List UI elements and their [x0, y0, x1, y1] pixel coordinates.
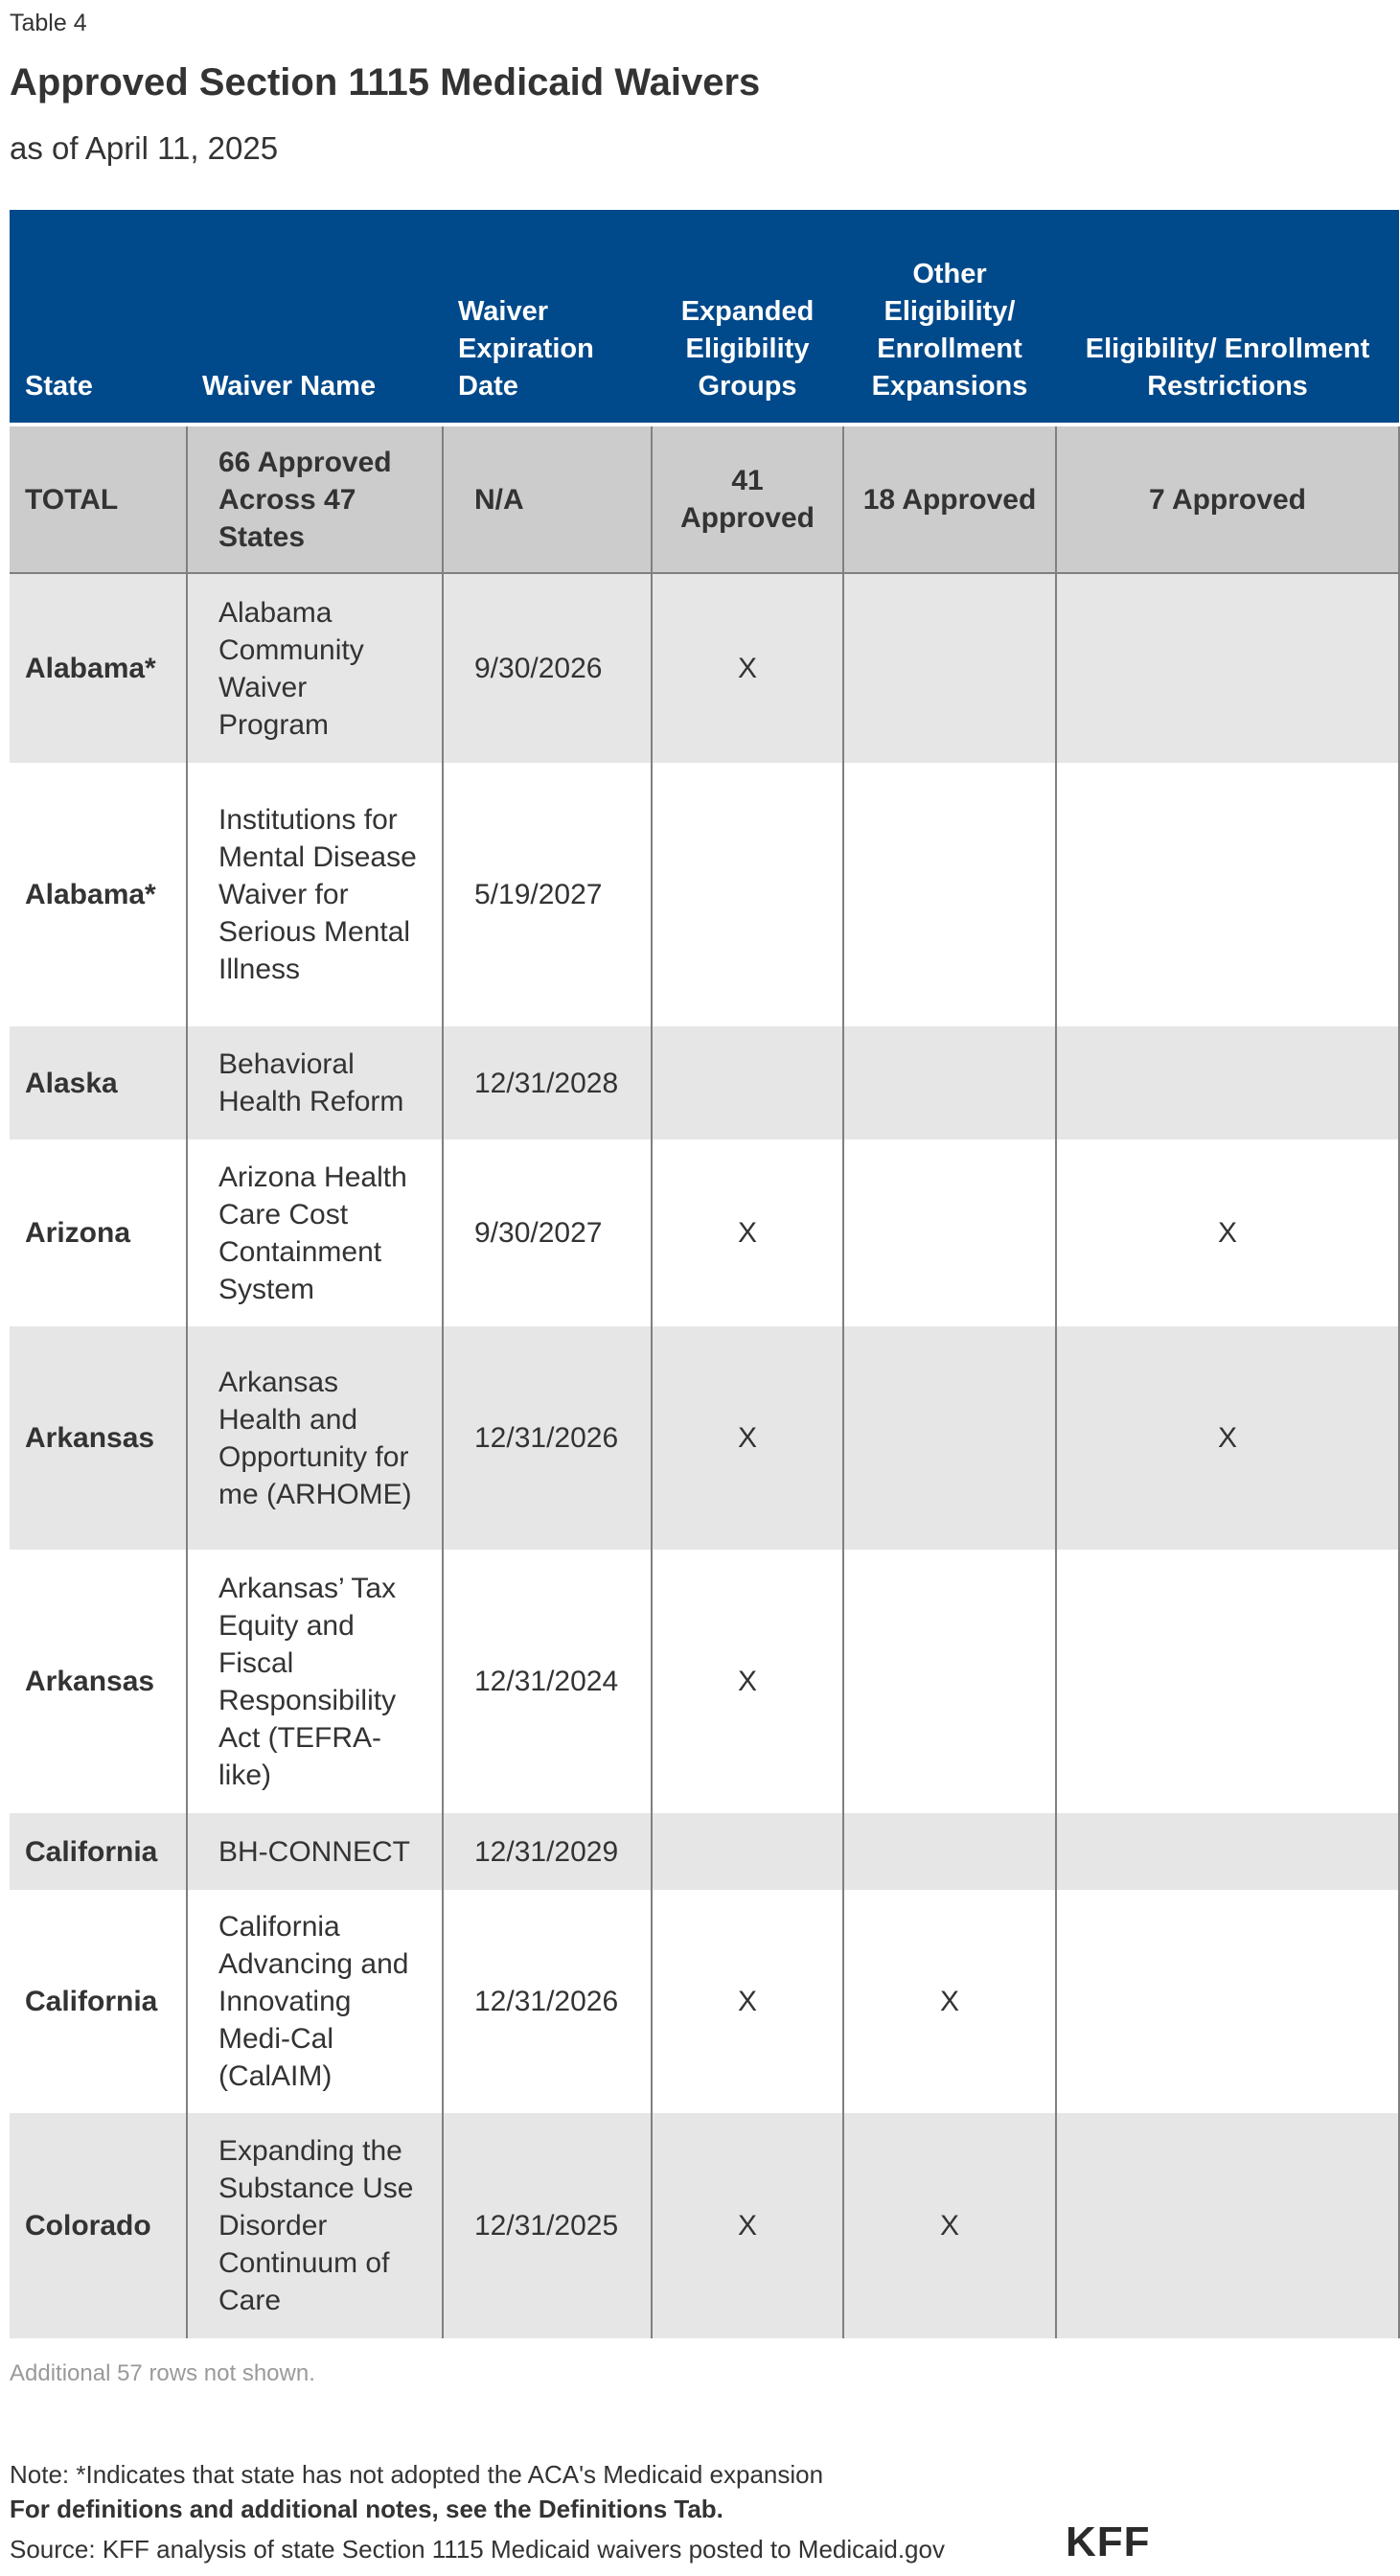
cell-expanded: X — [652, 573, 843, 763]
cell-expiration: 9/30/2027 — [443, 1139, 652, 1326]
cell-other-expansions — [843, 763, 1056, 1026]
cell-expiration: 12/31/2024 — [443, 1550, 652, 1813]
cell-waiver-name: Arkansas’ Tax Equity and Fiscal Responsibility Act (TEFRA-like) — [187, 1550, 443, 1813]
cell-restrictions — [1056, 573, 1399, 763]
cell-other-expansions: X — [843, 2113, 1056, 2338]
kff-logo: KFF — [1066, 2518, 1151, 2565]
column-header-other-expansions[interactable]: Other Eligibility/ Enrollment Expansions — [843, 210, 1056, 425]
table-total-row — [10, 425, 1399, 573]
cell-state: Alabama* — [10, 763, 187, 1026]
cell-expanded — [652, 1813, 843, 1890]
cell-expiration: 12/31/2026 — [443, 1326, 652, 1550]
cell-expiration: 12/31/2029 — [443, 1813, 652, 1890]
cell-state: Colorado — [10, 2113, 187, 2338]
cell-waiver-name: BH-CONNECT — [187, 1813, 443, 1890]
cell-restrictions: X — [1056, 1139, 1399, 1326]
cell-other-expansions — [843, 1326, 1056, 1550]
cell-other-expansions — [843, 573, 1056, 763]
page-title: Approved Section 1115 Medicaid Waivers — [10, 61, 761, 104]
cell-restrictions: X — [1056, 1326, 1399, 1550]
cell-expanded — [652, 1026, 843, 1139]
cell-other-expansions — [843, 1026, 1056, 1139]
column-header-expanded-eligibility[interactable]: Expanded Eligibility Groups — [652, 210, 843, 425]
table-header-row — [10, 210, 1399, 425]
total-expanded: 41 Approved — [652, 425, 843, 573]
cell-waiver-name: Institutions for Mental Disease Waiver for Serious Mental Illness — [187, 763, 443, 1026]
cell-state: Arkansas — [10, 1326, 187, 1550]
column-header-state[interactable]: State — [10, 210, 187, 425]
column-header-waiver-name[interactable]: Waiver Name — [187, 210, 443, 425]
cell-expiration: 12/31/2026 — [443, 1890, 652, 2113]
cell-restrictions — [1056, 2113, 1399, 2338]
cell-state: Arizona — [10, 1139, 187, 1326]
cell-state: California — [10, 1890, 187, 2113]
table-row — [10, 2113, 1399, 2338]
cell-waiver-name: California Advancing and Innovating Medi-Cal (CalAIM) — [187, 1890, 443, 2113]
cell-restrictions — [1056, 1550, 1399, 1813]
cell-restrictions — [1056, 1813, 1399, 1890]
table-row — [10, 1813, 1399, 1890]
table-row — [10, 1326, 1399, 1550]
table-row — [10, 763, 1399, 1026]
cell-expiration: 12/31/2025 — [443, 2113, 652, 2338]
cell-state: Alaska — [10, 1026, 187, 1139]
cell-restrictions — [1056, 763, 1399, 1026]
cell-state: Alabama* — [10, 573, 187, 763]
page-subtitle: as of April 11, 2025 — [10, 130, 279, 166]
cell-expanded: X — [652, 2113, 843, 2338]
source-note: Source: KFF analysis of state Section 1115 Medicaid waivers posted to Medicaid.gov — [10, 2535, 945, 2564]
cell-other-expansions — [843, 1139, 1056, 1326]
column-header-restrictions[interactable]: Eligibility/ Enrollment Restrictions — [1056, 210, 1399, 425]
total-restrictions: 7 Approved — [1056, 425, 1399, 573]
cell-expiration: 5/19/2027 — [443, 763, 652, 1026]
table-row — [10, 1550, 1399, 1813]
cell-restrictions — [1056, 1026, 1399, 1139]
cell-state: California — [10, 1813, 187, 1890]
table-row — [10, 1139, 1399, 1326]
cell-other-expansions: X — [843, 1890, 1056, 2113]
cell-expiration: 12/31/2028 — [443, 1026, 652, 1139]
cell-waiver-name: Arkansas Health and Opportunity for me (ARHOME) — [187, 1326, 443, 1550]
waiver-table-container[interactable] — [10, 210, 1370, 2344]
table-row — [10, 1890, 1399, 2113]
table-row — [10, 573, 1399, 763]
column-header-expiration-date[interactable]: Waiver Expiration Date — [443, 210, 652, 425]
total-other-expansions: 18 Approved — [843, 425, 1056, 573]
cell-state: Arkansas — [10, 1550, 187, 1813]
total-label: TOTAL — [10, 425, 187, 573]
cell-expanded: X — [652, 1139, 843, 1326]
cell-waiver-name: Behavioral Health Reform — [187, 1026, 443, 1139]
table-row — [10, 1026, 1399, 1139]
cell-restrictions — [1056, 1890, 1399, 2113]
cell-waiver-name: Expanding the Substance Use Disorder Continuum of Care — [187, 2113, 443, 2338]
total-expiration: N/A — [443, 425, 652, 573]
cell-expanded: X — [652, 1326, 843, 1550]
cell-expanded — [652, 763, 843, 1026]
cell-expiration: 9/30/2026 — [443, 573, 652, 763]
cell-waiver-name: Arizona Health Care Cost Containment System — [187, 1139, 443, 1326]
table-label: Table 4 — [10, 10, 87, 36]
cell-other-expansions — [843, 1550, 1056, 1813]
definitions-note: For definitions and additional notes, see the Definitions Tab. — [10, 2495, 723, 2523]
expansion-note: Note: *Indicates that state has not adopted the ACA's Medicaid expansion — [10, 2460, 824, 2489]
cell-other-expansions — [843, 1813, 1056, 1890]
rows-hidden-note: Additional 57 rows not shown. — [10, 2360, 315, 2386]
cell-expanded: X — [652, 1890, 843, 2113]
cell-expanded: X — [652, 1550, 843, 1813]
cell-waiver-name: Alabama Community Waiver Program — [187, 573, 443, 763]
total-waiver-count: 66 Approved Across 47 States — [187, 425, 443, 573]
waiver-table — [10, 210, 1400, 2338]
